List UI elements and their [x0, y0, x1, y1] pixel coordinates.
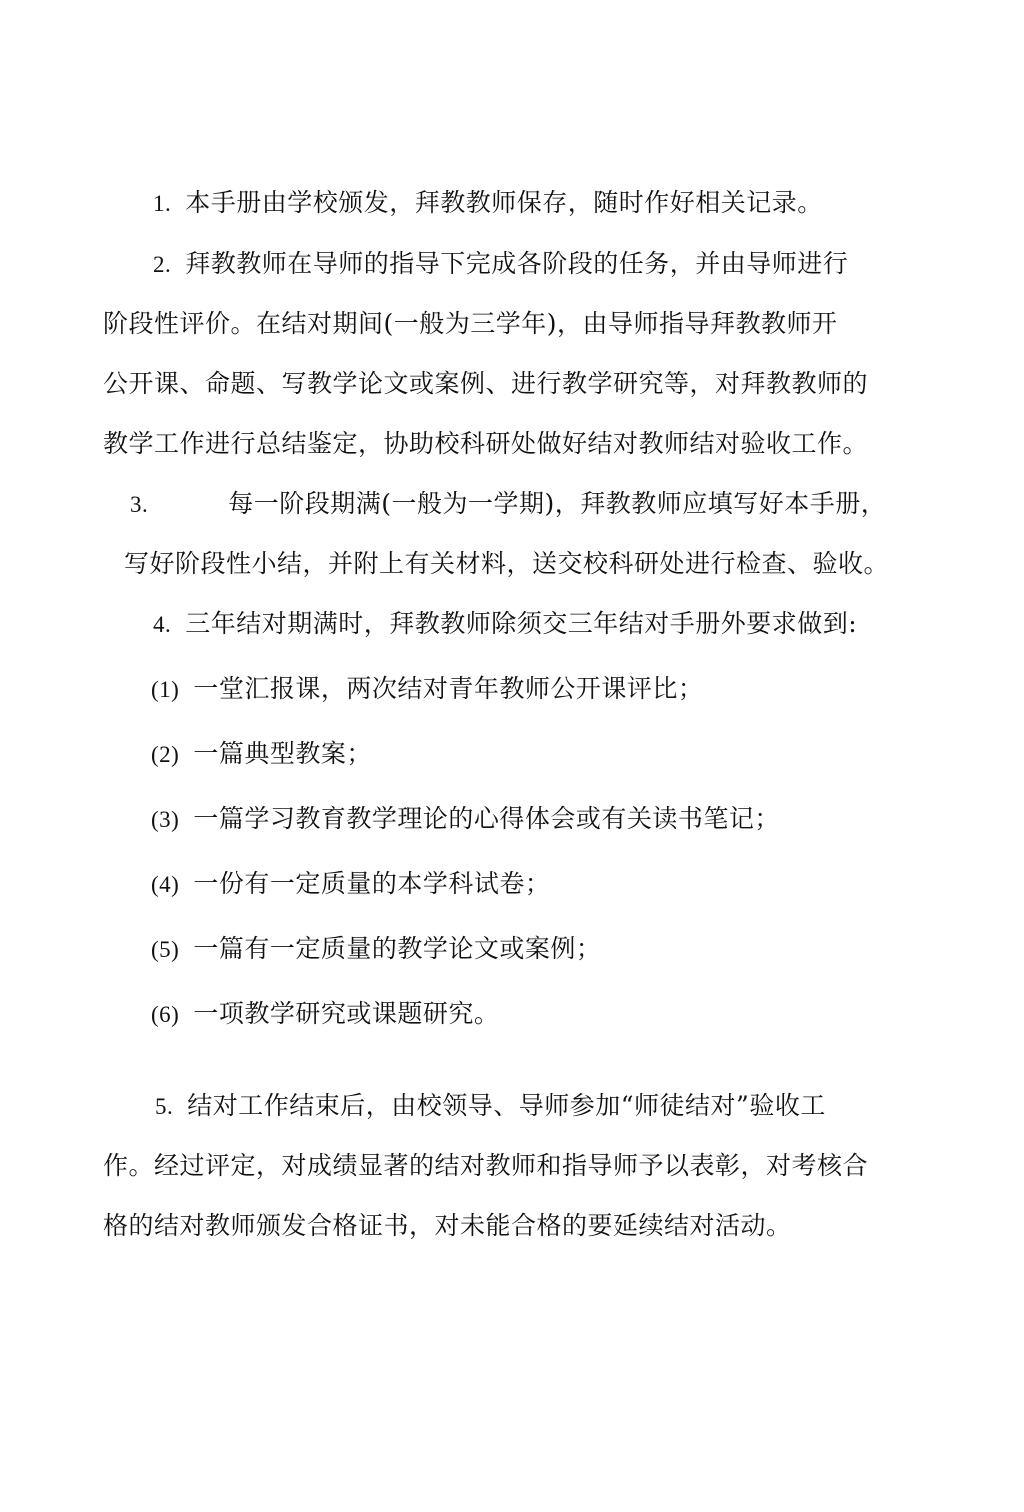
item-5-line-2: 作。经过评定，对成绩显著的结对教师和指导师予以表彰，对考核合 [103, 1151, 869, 1180]
requirement-5-number: (5) [151, 937, 180, 962]
requirement-3-text: 一篇学习教育教学理论的心得体会或有关读书笔记； [193, 804, 780, 833]
item-2-line-1: 拜教教师在导师的指导下完成各阶段的任务，并由导师进行 [185, 249, 849, 278]
requirement-2-text: 一篇典型教案； [193, 739, 372, 768]
item-5 [155, 1089, 826, 1124]
requirement-6-number: (6) [151, 1002, 180, 1027]
item-4-number: 4. [153, 612, 172, 637]
requirement-2 [151, 737, 372, 772]
item-3-line-2: 写好阶段性小结，并附上有关材料，送交校科研处进行检查、验收。 [124, 549, 890, 578]
requirement-5 [151, 932, 601, 967]
requirement-4-text: 一份有一定质量的本学科试卷； [193, 869, 551, 898]
requirement-6 [151, 997, 499, 1032]
requirement-1-number: (1) [151, 677, 180, 702]
item-2 [153, 247, 848, 282]
item-3 [130, 487, 886, 522]
requirement-2-number: (2) [151, 742, 180, 767]
item-3-number: 3. [130, 492, 149, 517]
item-1 [153, 186, 823, 221]
item-2-number: 2. [153, 252, 172, 277]
item-2-line-2: 阶段性评价。在结对期间(一般为三学年)，由导师指导拜教教师开 [103, 309, 838, 338]
item-5-number: 5. [155, 1094, 174, 1119]
requirement-3-number: (3) [151, 807, 180, 832]
item-4 [153, 607, 857, 642]
requirement-4 [151, 867, 550, 902]
requirement-6-text: 一项教学研究或课题研究。 [193, 999, 500, 1028]
item-5-line-3: 格的结对教师颁发合格证书，对未能合格的要延续结对活动。 [103, 1211, 792, 1240]
item-4-line-1: 三年结对期满时，拜教教师除须交三年结对手册外要求做到: [185, 609, 858, 638]
item-2-line-4: 教学工作进行总结鉴定，协助校科研处做好结对教师结对验收工作。 [103, 429, 869, 458]
requirement-4-number: (4) [151, 872, 180, 897]
item-1-number: 1. [153, 191, 172, 216]
requirement-5-text: 一篇有一定质量的教学论文或案例； [193, 934, 602, 963]
requirement-1 [151, 672, 703, 707]
requirement-1-text: 一堂汇报课，两次结对青年教师公开课评比； [193, 674, 704, 703]
item-2-line-3: 公开课、命题、写教学论文或案例、进行教学研究等，对拜教教师的 [103, 369, 869, 398]
item-1-line-1: 本手册由学校颁发，拜教教师保存，随时作好相关记录。 [185, 188, 823, 217]
requirement-3 [151, 802, 780, 837]
item-5-line-1: 结对工作结束后，由校领导、导师参加“师徒结对”验收工 [187, 1091, 826, 1120]
item-3-line-1: 每一阶段期满(一般为一学期)，拜教教师应填写好本手册， [228, 489, 887, 518]
